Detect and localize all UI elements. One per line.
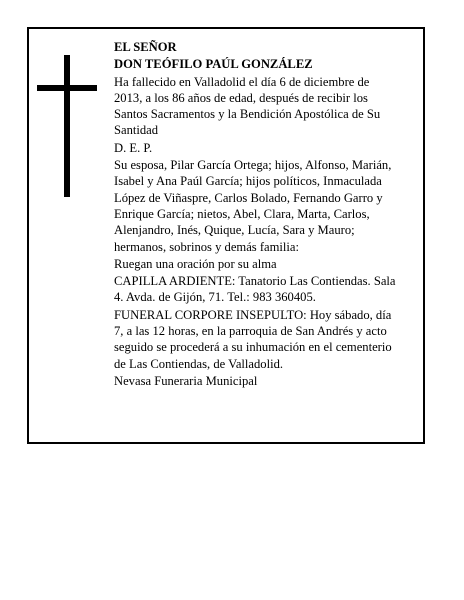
chapel-info: CAPILLA ARDIENTE: Tanatorio Las Contiendas. Sala 4. Avda. de Gijón, 71. Tel.: 983 360405. [114, 274, 396, 305]
deceased-name: DON TEÓFILO PAÚL GONZÁLEZ [114, 57, 313, 72]
cross-horizontal-bar [37, 85, 97, 91]
funeral-home: Nevasa Funeraria Municipal [114, 373, 258, 388]
obituary-text [114, 39, 396, 390]
funeral-info: FUNERAL CORPORE INSEPULTO: Hoy sábado, día 7, a las 12 horas, en la parroquia de San Andrés y acto seguido se procederá a su inhumación en el cementerio de Las Contiendas, de Valladolid. [114, 307, 392, 371]
title-line: EL SEÑOR [114, 40, 177, 54]
cross-vertical-bar [64, 55, 70, 197]
death-announcement: Ha fallecido en Valladolid el día 6 de diciembre de 2013, a los 86 años de edad, después de recibir los Santos Sacramentos y la Bendición Apostólica de Su Santidad [114, 74, 381, 138]
latin-cross-icon [37, 55, 97, 197]
family-paragraph: Su esposa, Pilar García Ortega; hijos, Alfonso, Marián, Isabel y Ana Paúl García; hijos políticos, Inmaculada López de Viñaspre, Carlos Bolado, Fernando Garro y Enrique García; nietos, Abel, Clara, Marta, Carlos, Alenjandro, Inés, Quique, Lucía, Sara y Mauro; hermanos, sobrinos y demás familia: [114, 158, 392, 254]
dep-line: D. E. P. [114, 140, 153, 155]
prayer-request: Ruegan una oración por su alma [114, 256, 277, 271]
